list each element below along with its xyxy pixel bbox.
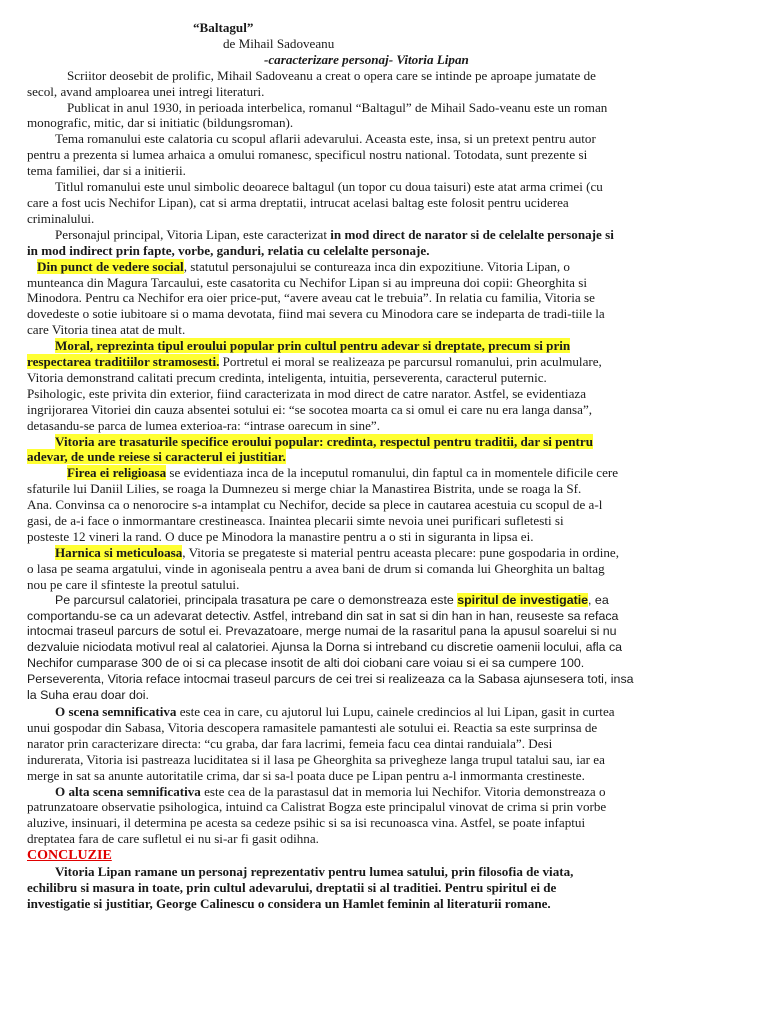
- text-line: investigatie si justitiar, George Calinescu o considera un Hamlet feminin al literaturii romane.: [27, 895, 551, 911]
- text-line: munteanca din Magura Tarcaului, este casatorita cu Nechifor Lipan si au impreuna doi copii: Gheorghita si: [27, 274, 587, 290]
- text-span: Portretul ei moral se realizeaza pe parcursul romanului, prin aculmulare,: [219, 354, 602, 370]
- text-line: care Vitoria tinea atat de mult.: [27, 322, 186, 338]
- text-line: Ana. Convinsa ca o nenorocire s-a intamplat cu Nechifor, decide sa plece in cautarea acestuia cu scopul de a-l: [27, 497, 603, 513]
- text-line: merge in sat sa anunte autoritatile crima, dar si sa-l poata duce pe Lipan pentru a-l inmormanta crestineste.: [27, 767, 585, 783]
- paragraph-theme: [27, 131, 742, 179]
- text-line: pentru a prezenta si lumea arhaica a omului romanesc, specificul nostru national. Totodata, sunt prezente si: [27, 147, 588, 163]
- paragraph-diligent: [27, 545, 742, 593]
- text-line: Nechifor cumparase 300 de oi si ca plecase insotit de alti doi ciobani care voiau si ei sa cumpere 100.: [27, 656, 585, 671]
- text-line: detasandu-se parca de lumea exterioa-ra: “intrase oarecum in sine”.: [27, 417, 380, 433]
- text-line: nou pe care il sfinteste la preotul satului.: [27, 576, 240, 592]
- text-span: , Vitoria se pregateste si material pentru aceasta plecare: pune gospodaria in ordine,: [182, 544, 620, 560]
- bold-span: O alta scena semnificativa: [55, 783, 201, 799]
- text-line: Publicat in anul 1930, in perioada interbelica, romanul “Baltagul” de Mihail Sado-veanu este un roman: [67, 99, 608, 115]
- paragraph-characterization: [27, 227, 742, 259]
- highlight-span: Harnica si meticuloasa: [55, 544, 183, 560]
- text-line: [27, 784, 742, 800]
- conclusion-heading-text: CONCLUZIE: [27, 848, 112, 864]
- text-line: ingrijorarea Vitoriei din cauza absentei sotului ei: “se socotea moarta ca si omul ei care nu era langa dansa”,: [27, 401, 593, 417]
- text-line: intocmai traseul parcurs de sotul ei. Prevazatoare, merge numai de la rasaritul pana la apusul soarelui si nu: [27, 624, 617, 639]
- text-span: este cea in care, cu ajutorul lui Lupu, cainele credincios al lui Lipan, gasit in curtea: [176, 703, 615, 719]
- highlight-span: Moral, reprezinta tipul eroului popular prin cultul pentru adevar si dreptate, precum si prin: [55, 338, 571, 354]
- text-span: Pe parcursul calatoriei, principala trasatura pe care o demonstreaza este: [55, 592, 458, 607]
- text-line: [27, 545, 742, 561]
- text-line: tema familiei, dar si a initierii.: [27, 163, 186, 179]
- text-line: [27, 434, 742, 450]
- text-line: [27, 593, 742, 609]
- text-line: secol, avand amploarea unei intregi literaturi.: [27, 83, 265, 99]
- text-line: dovedeste o sotie iubitoare si o mama devotata, fiind mai severa cu Minodora care se indeparta de tradi-tiile la: [27, 306, 605, 322]
- highlight-span: Din punct de vedere social: [37, 258, 184, 274]
- text-line: Minodora. Pentru ca Nechifor era oier price-put, “avere aveau cat le trebuia”. In relatia cu familia, Vitoria se: [27, 290, 595, 306]
- paragraph-intro: [27, 68, 742, 100]
- paragraph-traits: [27, 434, 742, 466]
- paragraph-scene-one: [27, 704, 742, 784]
- text-line: o lasa pe seama argatului, vinde in agoniseala pentru a avea bani de drum si comanda lui Gheorghita un baltag: [27, 560, 605, 576]
- conclusion-heading: [27, 847, 742, 864]
- paragraph-moral: [27, 338, 742, 433]
- highlight-span: respectarea traditiilor stramosesti.: [27, 354, 220, 370]
- bold-span: in mod direct de narator si de celelalte personaje si: [330, 226, 614, 242]
- text-line: [27, 338, 742, 354]
- paragraph-social: [27, 259, 742, 339]
- text-line: Vitoria Lipan ramane un personaj reprezentativ pentru lumea satului, prin filosofia de viata,: [55, 864, 574, 880]
- text-line: dreptatea fara de care sufletul ei nu si-ar fi gasit odihna.: [27, 831, 319, 847]
- text-line: Psihologic, este privita din exterior, fiind caracterizata in mod direct de catre narator. Astfel, se evidentiaza: [27, 385, 587, 401]
- subtitle: -caracterizare personaj- Vitoria Lipan: [264, 51, 469, 67]
- text-line: Tema romanului este calatoria cu scopul aflarii adevarului. Aceasta este, insa, si un pretext pentru autor: [55, 131, 596, 147]
- highlight-span: Vitoria are trasaturile specifice eroului popular: credinta, respectul pentru traditii, dar si pentru: [55, 433, 594, 449]
- text-line: [27, 449, 742, 465]
- text-line: in mod indirect prin fapte, vorbe, ganduri, relatia cu celelalte personaje.: [27, 242, 430, 258]
- text-line: patrunzatoare observatie psihologica, intuind ca Calistrat Bogza este principalul vinovat de crima si prin vorbe: [27, 799, 607, 815]
- text-line: Titlul romanului este unul simbolic deoarece baltagul (un topor cu doua taisuri) este atat arma crimei (cu: [55, 179, 603, 195]
- text-line: [27, 704, 742, 720]
- text-line: [27, 354, 742, 370]
- text-line: unui gospodar din Sabasa, Vitoria descopera ramasitele pamantesti ale sotului ei. Reactia sa este surprinsa de: [27, 719, 598, 735]
- paragraph-investigation: [27, 593, 742, 704]
- highlight-span: Firea ei religioasa: [67, 465, 167, 481]
- text-line: care a fost ucis Nechifor Lipan), cat si arma dreptatii, intrucat acelasi baltag este folosit pentru uciderea: [27, 194, 569, 210]
- text-span: se evidentiaza inca de la inceputul romanului, din faptul ca in momentele dificile cere: [166, 465, 619, 481]
- text-span: , statutul personajului se contureaza inca din expozitiune. Vitoria Lipan, o: [183, 258, 570, 274]
- text-line: monografic, mitic, dar si initiatic (bildungsroman).: [27, 115, 294, 131]
- text-line: Vitoria demonstrand calitati precum credinta, inteligenta, intuitia, perseverenta, caracterul puternic.: [27, 369, 547, 385]
- text-line: [27, 227, 742, 243]
- bold-span: O scena semnificativa: [55, 703, 177, 719]
- text-line: indurerata, Vitoria isi pastreaza luciditatea si il lasa pe Gheorghita sa privegheze langa trupul tatalui sau, iar ea: [27, 751, 605, 767]
- text-line: posteste 12 vineri la rand. O duce pe Minodora la manastire pentru a o sti in siguranta in lipsa ei.: [27, 529, 534, 544]
- text-line: dezvaluie niciodata motivul real al calatoriei. Ajunsa la Dorna si intreband cu discretie oamenii locului, afla ca: [27, 640, 623, 655]
- text-line: la Suha erau doar doi.: [27, 688, 149, 703]
- text-line: criminalului.: [27, 210, 95, 226]
- text-line: narator prin caracterizare directa: “cu graba, dar fara lacrimi, femeia facu cea dintai randuiala”. Desi: [27, 735, 553, 751]
- text-span: este cea de la parastasul dat in memoria lui Nechifor. Vitoria demonstreaza o: [200, 783, 606, 799]
- text-line: gasi, de a-i face o inmormantare crestineasca. Inaintea plecarii simte nevoia unei purificari sufletesti si: [27, 513, 564, 529]
- author-line: de Mihail Sadoveanu: [223, 35, 335, 51]
- highlight-span: spiritul de investigatie: [457, 592, 589, 607]
- text-line: Perseverenta, Vitoria reface intocmai traseul parcurs de cei trei si realizeaza ca la Sabasa ajunsesera toti, insa: [27, 672, 634, 687]
- paragraph-publication: [27, 100, 742, 132]
- text-line: sfaturile lui Daniil Lilies, se roaga la Dumnezeu si merge chiar la Manastirea Bistrita, unde se roaga la Sf.: [27, 481, 582, 497]
- text-line: Scriitor deosebit de prolific, Mihail Sadoveanu a creat o opera care se intinde pe aproape jumatate de: [67, 67, 596, 83]
- highlight-span: adevar, de unde reiese si caracterul ei justitiar.: [27, 449, 286, 465]
- text-line: [27, 465, 742, 481]
- text-span: , ea: [588, 592, 609, 607]
- text-line: aluzive, insinuari, il determina pe acesta sa cedeze psihic si sa isi recunoasca vina. Astfel, se poate infaptui: [27, 815, 586, 831]
- paragraph-scene-two: [27, 784, 742, 848]
- text-span: Personajul principal, Vitoria Lipan, este caracterizat: [55, 226, 331, 242]
- conclusion-section: [27, 847, 742, 912]
- text-line: echilibru si masura in toate, prin cultul adevarului, dreptatii si al traditiei. Pentru spiritul ei de: [27, 879, 557, 895]
- paragraph-religious: [27, 465, 742, 545]
- paragraph-title-meaning: [27, 179, 742, 227]
- text-line: comportandu-se ca un adevarat detectiv. Astfel, intreband din sat in sat si din han in han, reuseste sa refaca: [27, 608, 619, 623]
- book-title: “Baltagul”: [193, 20, 254, 35]
- text-line: [27, 259, 742, 275]
